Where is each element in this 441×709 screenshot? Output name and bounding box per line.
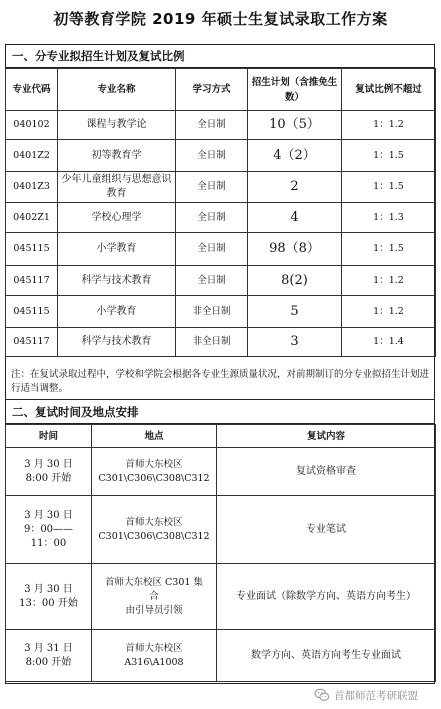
cell-time-line: 9：00——: [23, 523, 74, 535]
header-code: 专业代码: [6, 69, 58, 111]
cell-time-line: 13：00 开始: [19, 597, 78, 609]
header-ratio: 复试比例不超过: [342, 69, 436, 111]
table-row: [6, 328, 436, 357]
cell-ratio: 1：1.5: [342, 172, 436, 203]
cell-code: 045117: [6, 328, 58, 357]
cell-time-line: 8:00 开始: [25, 656, 72, 668]
cell-place-line: A316\A1008: [124, 656, 184, 668]
schedule-table: [5, 424, 436, 682]
cell-place-line: 首师大东校区: [125, 642, 183, 654]
table-row: [6, 233, 436, 266]
cell-name: 小学教育: [58, 233, 176, 266]
table-row: [6, 496, 436, 564]
cell-ratio: 1：1.2: [342, 266, 436, 296]
cell-plan: 98（8）: [248, 233, 342, 266]
adjustment-note: 注：在复试录取过程中，学校和学院会根据各专业生源质量状况，对前期制订的分专业拟招生计划进行适当调整。: [5, 366, 435, 400]
table-row: [6, 203, 436, 233]
cell-code: 0402Z1: [6, 203, 58, 233]
section2-heading: 二、复试时间及地点安排: [5, 400, 435, 424]
cell-place-line: C301\C306\C308\C312: [98, 530, 210, 542]
section1-heading: 一、分专业拟招生计划及复试比例: [5, 44, 435, 68]
cell-code: 0401Z2: [6, 140, 58, 172]
header-plan: 招生计划（含推免生数）: [248, 69, 342, 111]
cell-mode: 非全日制: [176, 296, 248, 328]
cell-mode: 全日制: [176, 111, 248, 140]
table-row: [6, 172, 436, 203]
cell-time-line: 3 月 31 日: [24, 642, 73, 654]
table-row: [6, 296, 436, 328]
cell-name: 学校心理学: [58, 203, 176, 233]
cell-code: 045117: [6, 266, 58, 296]
cell-plan: 10（5）: [248, 111, 342, 140]
table-row: [6, 564, 436, 630]
cell-mode: 全日制: [176, 266, 248, 296]
cell-place-line: 合: [149, 590, 159, 602]
cell-place-line: 由引导员引领: [125, 604, 183, 616]
wechat-icon: [314, 687, 330, 703]
cell-plan: 2: [248, 172, 342, 203]
cell-time-line: 11：00: [30, 537, 67, 549]
cell-plan: 3: [248, 328, 342, 357]
cell-time-line: 3 月 30 日: [24, 583, 73, 595]
watermark-text: 首都师范考研联盟: [334, 689, 418, 702]
header-time: 时间: [6, 425, 92, 448]
cell-ratio: 1：1.5: [342, 140, 436, 172]
cell-mode: 全日制: [176, 233, 248, 266]
cell-time-line: 3 月 30 日: [24, 509, 73, 521]
cell-name: 少年儿童组织与思想意识教育: [58, 172, 176, 203]
header-name: 专业名称: [58, 69, 176, 111]
cell-place-line: C301\C306\C308\C312: [98, 472, 210, 484]
cell-mode: 非全日制: [176, 328, 248, 357]
table-header-row: [6, 425, 436, 448]
cell-place-line: 首师大东校区: [125, 516, 183, 528]
cell-ratio: 1：1.4: [342, 328, 436, 357]
cell-name: 初等教育学: [58, 140, 176, 172]
cell-content: 专业面试（除数学方向、英语方向考生）: [217, 564, 436, 630]
cell-ratio: 1：1.2: [342, 296, 436, 328]
cell-code: 045115: [6, 296, 58, 328]
page-title: 初等教育学院 2019 年硕士生复试录取工作方案: [53, 10, 388, 28]
cell-name: 科学与技术教育: [58, 328, 176, 357]
cell-code: 045115: [6, 233, 58, 266]
admission-plan-table: [5, 68, 436, 357]
header-content: 复试内容: [217, 425, 436, 448]
cell-plan: 4（2）: [248, 140, 342, 172]
cell-place-line: 首师大东校区 C301 集: [105, 576, 203, 588]
table-row: [6, 140, 436, 172]
cell-place-line: 首师大东校区: [125, 458, 183, 470]
table-header-row: [6, 69, 436, 111]
cell-time-line: 3 月 30 日: [24, 458, 73, 470]
cell-name: 科学与技术教育: [58, 266, 176, 296]
cell-code: 0401Z3: [6, 172, 58, 203]
header-mode: 学习方式: [176, 69, 248, 111]
cell-code: 040102: [6, 111, 58, 140]
cell-mode: 全日制: [176, 172, 248, 203]
cell-content: 数学方向、英语方向考生专业面试: [217, 630, 436, 682]
table-row: [6, 630, 436, 682]
cell-name: 课程与教学论: [58, 111, 176, 140]
cell-time-line: 8:00 开始: [25, 472, 72, 484]
watermark: [314, 684, 418, 706]
cell-plan: 4: [248, 203, 342, 233]
cell-ratio: 1：1.5: [342, 233, 436, 266]
header-place: 地点: [92, 425, 217, 448]
cell-mode: 全日制: [176, 203, 248, 233]
cell-content: 复试资格审查: [217, 448, 436, 496]
cell-plan: 5: [248, 296, 342, 328]
cell-ratio: 1：1.3: [342, 203, 436, 233]
cell-name: 小学教育: [58, 296, 176, 328]
table-row: [6, 111, 436, 140]
cell-plan: 8(2): [248, 266, 342, 296]
cell-content: 专业笔试: [217, 496, 436, 564]
table-row: [6, 266, 436, 296]
cell-ratio: 1：1.2: [342, 111, 436, 140]
cell-mode: 全日制: [176, 140, 248, 172]
table-row: [6, 448, 436, 496]
